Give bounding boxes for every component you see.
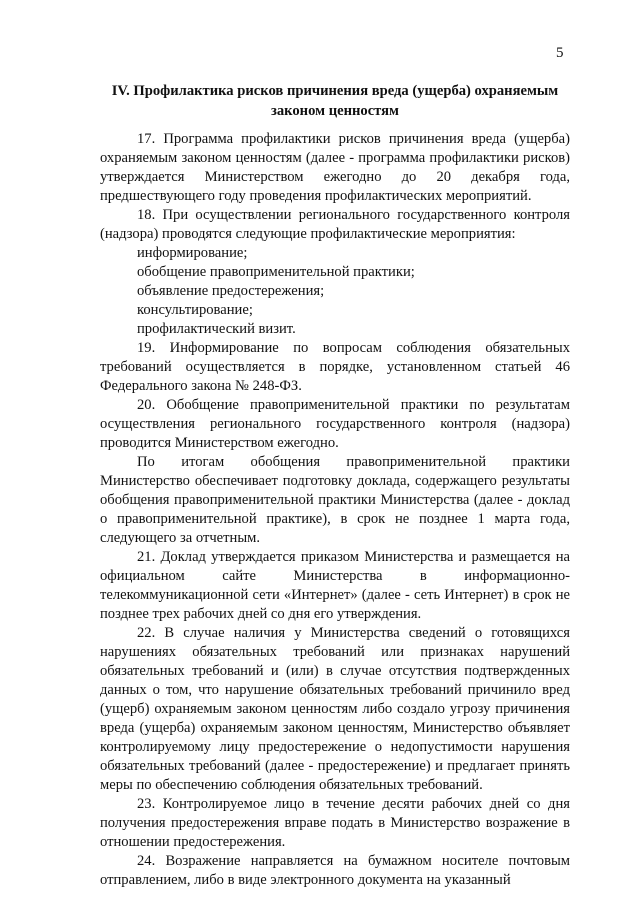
list-item: обобщение правоприменительной практики;	[137, 264, 415, 280]
preventive-measures-list	[100, 244, 570, 339]
page-number: 5	[556, 45, 564, 61]
paragraph-20-continued: По итогам обобщения правоприменительной практики Министерство обеспечивает подготовку доклада, содержащего результаты обобщения правоприменительной практики Министерства (далее - доклад о правоприменительной практике), в срок не позднее 1 марта года, следующего за отчетным.	[100, 454, 570, 546]
paragraph-22: 22. В случае наличия у Министерства сведений о готовящихся нарушениях обязательных требований или признаках нарушений обязательных требований и (или) в случае отсутствия подтвержденных данных о том, что нарушение обязательных требований причинило вред (ущерб) охраняемым законом ценностям либо создало угрозу причинения вреда (ущерба) охраняемым законом ценностям, Министерство объявляет контролируемому лицу предостережение о недопустимости нарушения обязательных требований (далее - предостережение) и предлагает принять меры по обеспечению соблюдения обязательных требований.	[100, 625, 570, 793]
paragraph-18: 18. При осуществлении регионального государственного контроля (надзора) проводятся следующие профилактические мероприятия:	[100, 207, 570, 242]
list-item: профилактический визит.	[137, 321, 296, 337]
paragraph-24: 24. Возражение направляется на бумажном носителе почтовым отправлением, либо в виде электронного документа на указанный	[100, 853, 570, 888]
document-body	[100, 130, 570, 890]
list-item: объявление предостережения;	[137, 283, 325, 299]
paragraph-21: 21. Доклад утверждается приказом Министерства и размещается на официальном сайте Министерства в информационно-телекоммуникационной сети «Интернет» (далее - сеть Интернет) в срок не позднее трех рабочих дней со дня его утверждения.	[100, 549, 570, 622]
paragraph-23: 23. Контролируемое лицо в течение десяти рабочих дней со дня получения предостережения вправе подать в Министерство возражение в отношении предостережения.	[100, 796, 570, 850]
paragraph-20: 20. Обобщение правоприменительной практики по результатам осуществления регионального государственного контроля (надзора) проводится Министерством ежегодно.	[100, 397, 570, 451]
paragraph-19: 19. Информирование по вопросам соблюдения обязательных требований осуществляется в порядке, установленном статьей 46 Федерального закона № 248-ФЗ.	[100, 340, 570, 394]
list-item: консультирование;	[137, 302, 253, 318]
paragraph-17: 17. Программа профилактики рисков причинения вреда (ущерба) охраняемым законом ценностям (далее - программа профилактики рисков) утверждается Министерством ежегодно до 20 декабря года, предшествующего году проведения профилактических мероприятий.	[100, 131, 570, 204]
list-item: информирование;	[137, 245, 248, 261]
section-heading: IV. Профилактика рисков причинения вреда (ущерба) охраняемым законом ценностям	[111, 83, 559, 119]
